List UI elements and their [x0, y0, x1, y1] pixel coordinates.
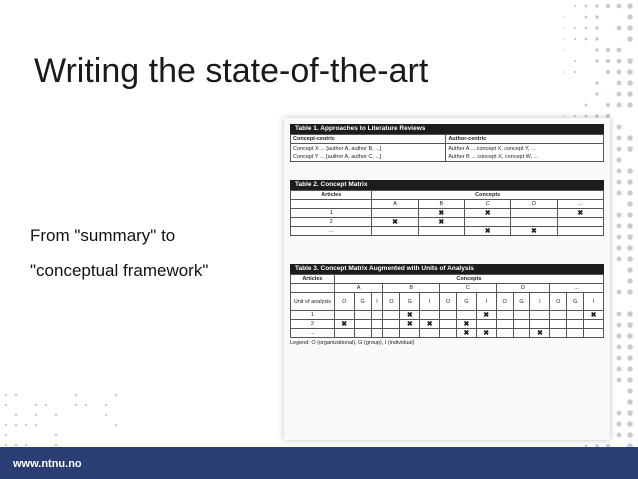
table3-cell [354, 311, 371, 320]
table2-cell [372, 209, 418, 218]
table2-cell: ✖ [465, 209, 511, 218]
table3-cell [496, 329, 513, 338]
table2-cell [511, 209, 557, 218]
footer-bar [0, 447, 638, 479]
table3-cell: ✖ [476, 311, 496, 320]
table2-article-id: 1 [291, 209, 372, 218]
table2-cell [557, 218, 603, 227]
table3-cell [383, 329, 400, 338]
slide-body [30, 218, 208, 288]
table3-cell [584, 329, 604, 338]
table2-cell: ✖ [418, 209, 464, 218]
table3-cell [440, 329, 457, 338]
table-row [291, 329, 604, 338]
table3-cell: ✖ [400, 320, 420, 329]
table3-cell [371, 320, 383, 329]
table2-cell [557, 227, 603, 236]
table3-unit-label: Unit of analysis [291, 293, 335, 311]
table3-cell [496, 311, 513, 320]
table3-cell [371, 329, 383, 338]
table3-cell [334, 311, 354, 320]
table2-cell: ✖ [511, 227, 557, 236]
table3-cell [567, 329, 584, 338]
table1-header-concept-centric: Concept-centric [291, 135, 446, 144]
table3-cell [567, 311, 584, 320]
table1-concept-line: Concept X ... [author A, author B, ...] [293, 146, 382, 152]
table-row [291, 320, 604, 329]
table2-concept-header: D [511, 200, 557, 209]
table3-cell [513, 320, 530, 329]
table3-unit-header: O [550, 293, 567, 311]
table3-concept-header: C [440, 284, 497, 293]
table3-cell: ✖ [456, 329, 476, 338]
slide-title: Writing the state-of-the-art [34, 52, 429, 90]
table2-cell: ✖ [418, 218, 464, 227]
table3-article-id: 1 [291, 311, 335, 320]
table3-unit-header: I [371, 293, 383, 311]
table3-cell: ✖ [476, 329, 496, 338]
table3-cell [334, 329, 354, 338]
table2-article-id: 2 [291, 218, 372, 227]
table3-cell [456, 311, 476, 320]
table3 [290, 274, 604, 338]
table3-cell [440, 320, 457, 329]
table3-cell: ✖ [400, 311, 420, 320]
table3-cell [400, 329, 420, 338]
table3-unit-header: G [400, 293, 420, 311]
table1-concept-centric-cell [291, 144, 446, 162]
table2-title: Table 2. Concept Matrix [290, 180, 604, 190]
table3-concept-header: ... [550, 284, 604, 293]
table3-unit-header: I [530, 293, 550, 311]
table1-author-line: Author A ... concept X, concept Y, ... [448, 146, 536, 152]
footer-url: www.ntnu.no [13, 458, 82, 470]
table2-cell [372, 227, 418, 236]
table2-cell [511, 218, 557, 227]
body-line-2: "conceptual framework" [30, 261, 209, 280]
table2-cell: ✖ [557, 209, 603, 218]
table3-cell [371, 311, 383, 320]
table3-cell [420, 311, 440, 320]
table3-article-id: ... [291, 329, 335, 338]
table2-header-concepts: Concepts [372, 191, 604, 200]
table-row [291, 311, 604, 320]
table3-cell [383, 311, 400, 320]
table2-article-id: ... [291, 227, 372, 236]
table1-title: Table 1. Approaches to Literature Reviews [290, 124, 604, 134]
table3-cell [383, 320, 400, 329]
table3-cell: ✖ [334, 320, 354, 329]
table3-concept-header: D [496, 284, 550, 293]
table2-cell [418, 227, 464, 236]
table3-cell [513, 311, 530, 320]
table3-unit-header: O [440, 293, 457, 311]
table3-concept-header: A [334, 284, 383, 293]
table1 [290, 134, 604, 162]
table3-cell [550, 311, 567, 320]
table1-author-centric-cell [446, 144, 604, 162]
table3-unit-header: G [354, 293, 371, 311]
table3-unit-header: O [334, 293, 354, 311]
table3-unit-header: I [584, 293, 604, 311]
table3-unit-header: G [513, 293, 530, 311]
table3-cell [496, 320, 513, 329]
table3-cell [513, 329, 530, 338]
table1-author-line: Author B ... concept X, concept W, ... [448, 154, 539, 160]
table2-concept-header: C [465, 200, 511, 209]
table3-header-articles: Articles [291, 275, 335, 284]
table2-cell: ✖ [372, 218, 418, 227]
table2-concept-header: B [418, 200, 464, 209]
table3-empty-cell [291, 284, 335, 293]
table3-cell [567, 320, 584, 329]
table2-concept-header: ... [557, 200, 603, 209]
table2-cell: ✖ [465, 227, 511, 236]
table3-cell: ✖ [584, 311, 604, 320]
table3-unit-header: I [420, 293, 440, 311]
table2-concept-header: A [372, 200, 418, 209]
table3-concept-header: B [383, 284, 440, 293]
table3-unit-header: I [476, 293, 496, 311]
table3-cell: ✖ [420, 320, 440, 329]
table3-cell [550, 320, 567, 329]
table2 [290, 190, 604, 236]
table3-cell [440, 311, 457, 320]
table3-unit-header: O [496, 293, 513, 311]
literature-review-tables-figure [284, 118, 610, 440]
table3-cell [354, 329, 371, 338]
table3-cell [354, 320, 371, 329]
table1-header-author-centric: Author-centric [446, 135, 604, 144]
table2-empty-cell [291, 200, 372, 209]
table3-title: Table 3. Concept Matrix Augmented with Units of Analysis [290, 264, 604, 274]
table3-cell [476, 320, 496, 329]
table3-cell: ✖ [530, 329, 550, 338]
table2-header-articles: Articles [291, 191, 372, 200]
table3-cell [550, 329, 567, 338]
table3-unit-header: G [567, 293, 584, 311]
table2-cell [465, 218, 511, 227]
table3-cell [584, 320, 604, 329]
table3-cell: ✖ [456, 320, 476, 329]
table3-legend: Legend: O (organizational), G (group), I (individual) [290, 340, 415, 346]
table3-cell [530, 311, 550, 320]
table3-unit-header: O [383, 293, 400, 311]
body-line-1: From "summary" to [30, 226, 176, 245]
table-row [291, 227, 604, 236]
table3-cell [420, 329, 440, 338]
table3-cell [530, 320, 550, 329]
table3-header-concepts: Concepts [334, 275, 603, 284]
table-row [291, 209, 604, 218]
table3-unit-header: G [456, 293, 476, 311]
table3-article-id: 2 [291, 320, 335, 329]
table1-concept-line: Concept Y ... [author A, author C, ...] [293, 154, 382, 160]
table-row [291, 218, 604, 227]
